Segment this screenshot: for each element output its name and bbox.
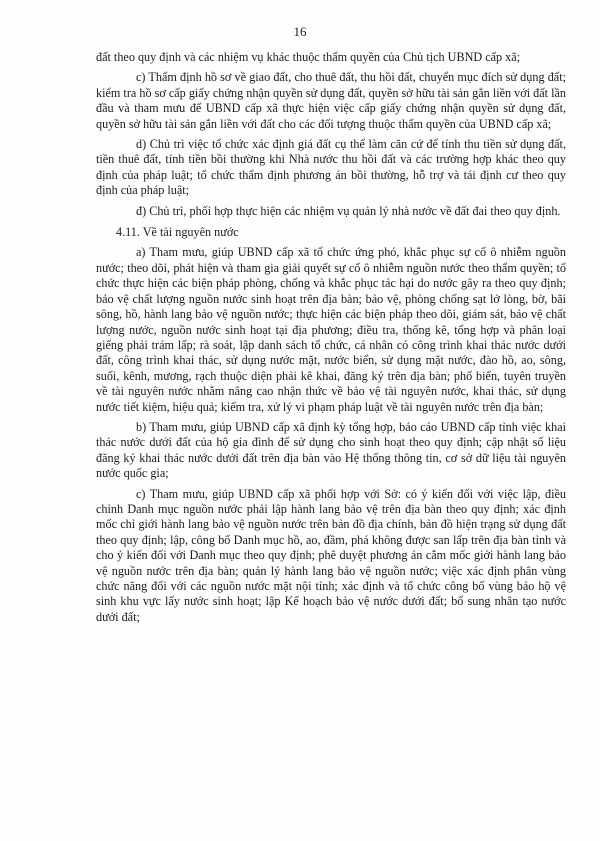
paragraph-c-land: c) Thẩm định hồ sơ về giao đất, cho thuê đất, thu hồi đất, chuyển mục đích sử dụng đất; kiểm tra hồ sơ cấp giấy chứng nhận quyền sử dụng đất, quyền sở hữu tài sản gắn liền với đất lần đầu và tham mưu để UBND cấp xã thực hiện việc cấp giấy chứng nhận quyền sử dụng đất, quyền sở hữu tài sản gắn liền với đất cho các đối tượng thuộc thẩm quyền của UBND cấp xã; xyxy=(96,70,566,131)
paragraph-a-water: a) Tham mưu, giúp UBND cấp xã tổ chức ứng phó, khắc phục sự cố ô nhiễm nguồn nước; theo dõi, phát hiện và tham gia giải quyết sự cố ô nhiễm nguồn nước theo thẩm quyền; tổ chức thực hiện các biện pháp phòng, chống và khắc phục tác hại do nước gây ra theo quy định; bảo vệ chất lượng nguồn nước sinh hoạt trên địa bàn; bảo vệ, phòng chống sạt lở lòng, bờ, bãi sông, hồ, hành lang bảo vệ nguồn nước; thực hiện các biện pháp theo dõi, giám sát, bảo vệ chất lượng nước, nguồn nước sinh hoạt tại địa phương; điều tra, thống kê, tổng hợp và phân loại giếng phải trám lấp; rà soát, lập danh sách tổ chức, cá nhân có công trình khai thác nước dưới đất, công trình khai thác, sử dụng nước mặt, nước biển, sử dụng mặt nước, đào hồ, ao, sông, suối, kênh, mương, rạch thuộc diện phải kê khai, đăng ký trên địa bàn; phổ biến, tuyên truyền về tài nguyên nước nhằm nâng cao nhận thức về bảo vệ tài nguyên nước, khai thác, sử dụng nước tiết kiệm, hiệu quả; kiểm tra, xử lý vi phạm pháp luật về tài nguyên nước trên địa bàn; xyxy=(96,245,566,414)
paragraph-dd-land-management: đ) Chủ trì, phối hợp thực hiện các nhiệm vụ quản lý nhà nước về đất đai theo quy định. xyxy=(136,203,561,218)
section-heading-water-resources: 4.11. Về tài nguyên nước xyxy=(116,225,239,240)
page-number: 16 xyxy=(293,24,307,39)
paragraph-b-water: b) Tham mưu, giúp UBND cấp xã định kỳ tổng hợp, báo cáo UBND cấp tỉnh việc khai thác nước dưới đất của hộ gia đình để sử dụng cho sinh hoạt theo quy định; cập nhật số liệu đăng ký khai thác nước dưới đất trên địa bàn vào Hệ thống thông tin, cơ sở dữ liệu tài nguyên nước quốc gia; xyxy=(96,419,566,481)
paragraph-d-land-price: d) Chủ trì việc tổ chức xác định giá đất cụ thể làm căn cứ để tính thu tiền sử dụng đất, tiền thuê đất, tính tiền bồi thường khi Nhà nước thu hồi đất và các trường hợp khác theo quy định của pháp luật; tổ chức thẩm định phương án bồi thường, hỗ trợ và tái định cư theo quy định của pháp luật; xyxy=(96,137,566,198)
paragraph-c-water: c) Tham mưu, giúp UBND cấp xã phối hợp với Sở: có ý kiến đối với việc lập, điều chỉnh Danh mục nguồn nước phải lập hành lang bảo vệ trên địa bàn theo quy định; xác định mốc chỉ giới hành lang bảo vệ nguồn nước trên bản đồ địa chính, bản đồ hiện trạng sử dụng đất theo quy định; lập, công bố Danh mục hồ, ao, đầm, phá không được san lấp trên địa bàn tỉnh và cho ý kiến đối với Danh mục theo quy định; phê duyệt phương án cắm mốc giới hành lang bảo vệ nguồn nước trên địa bàn; quản lý hành lang bảo vệ nguồn nước; việc xác định phân vùng chức năng đối với các nguồn nước mặt nội tỉnh; xác định và tổ chức công bố vùng bảo hộ vệ sinh khu vực lấy nước sinh hoạt; lập Kế hoạch bảo vệ nước dưới đất; bổ sung nhân tạo nước dưới đất; xyxy=(96,486,566,624)
document-body xyxy=(96,50,566,630)
paragraph-continuation: đất theo quy định và các nhiệm vụ khác thuộc thẩm quyền của Chủ tịch UBND cấp xã; xyxy=(96,50,521,64)
